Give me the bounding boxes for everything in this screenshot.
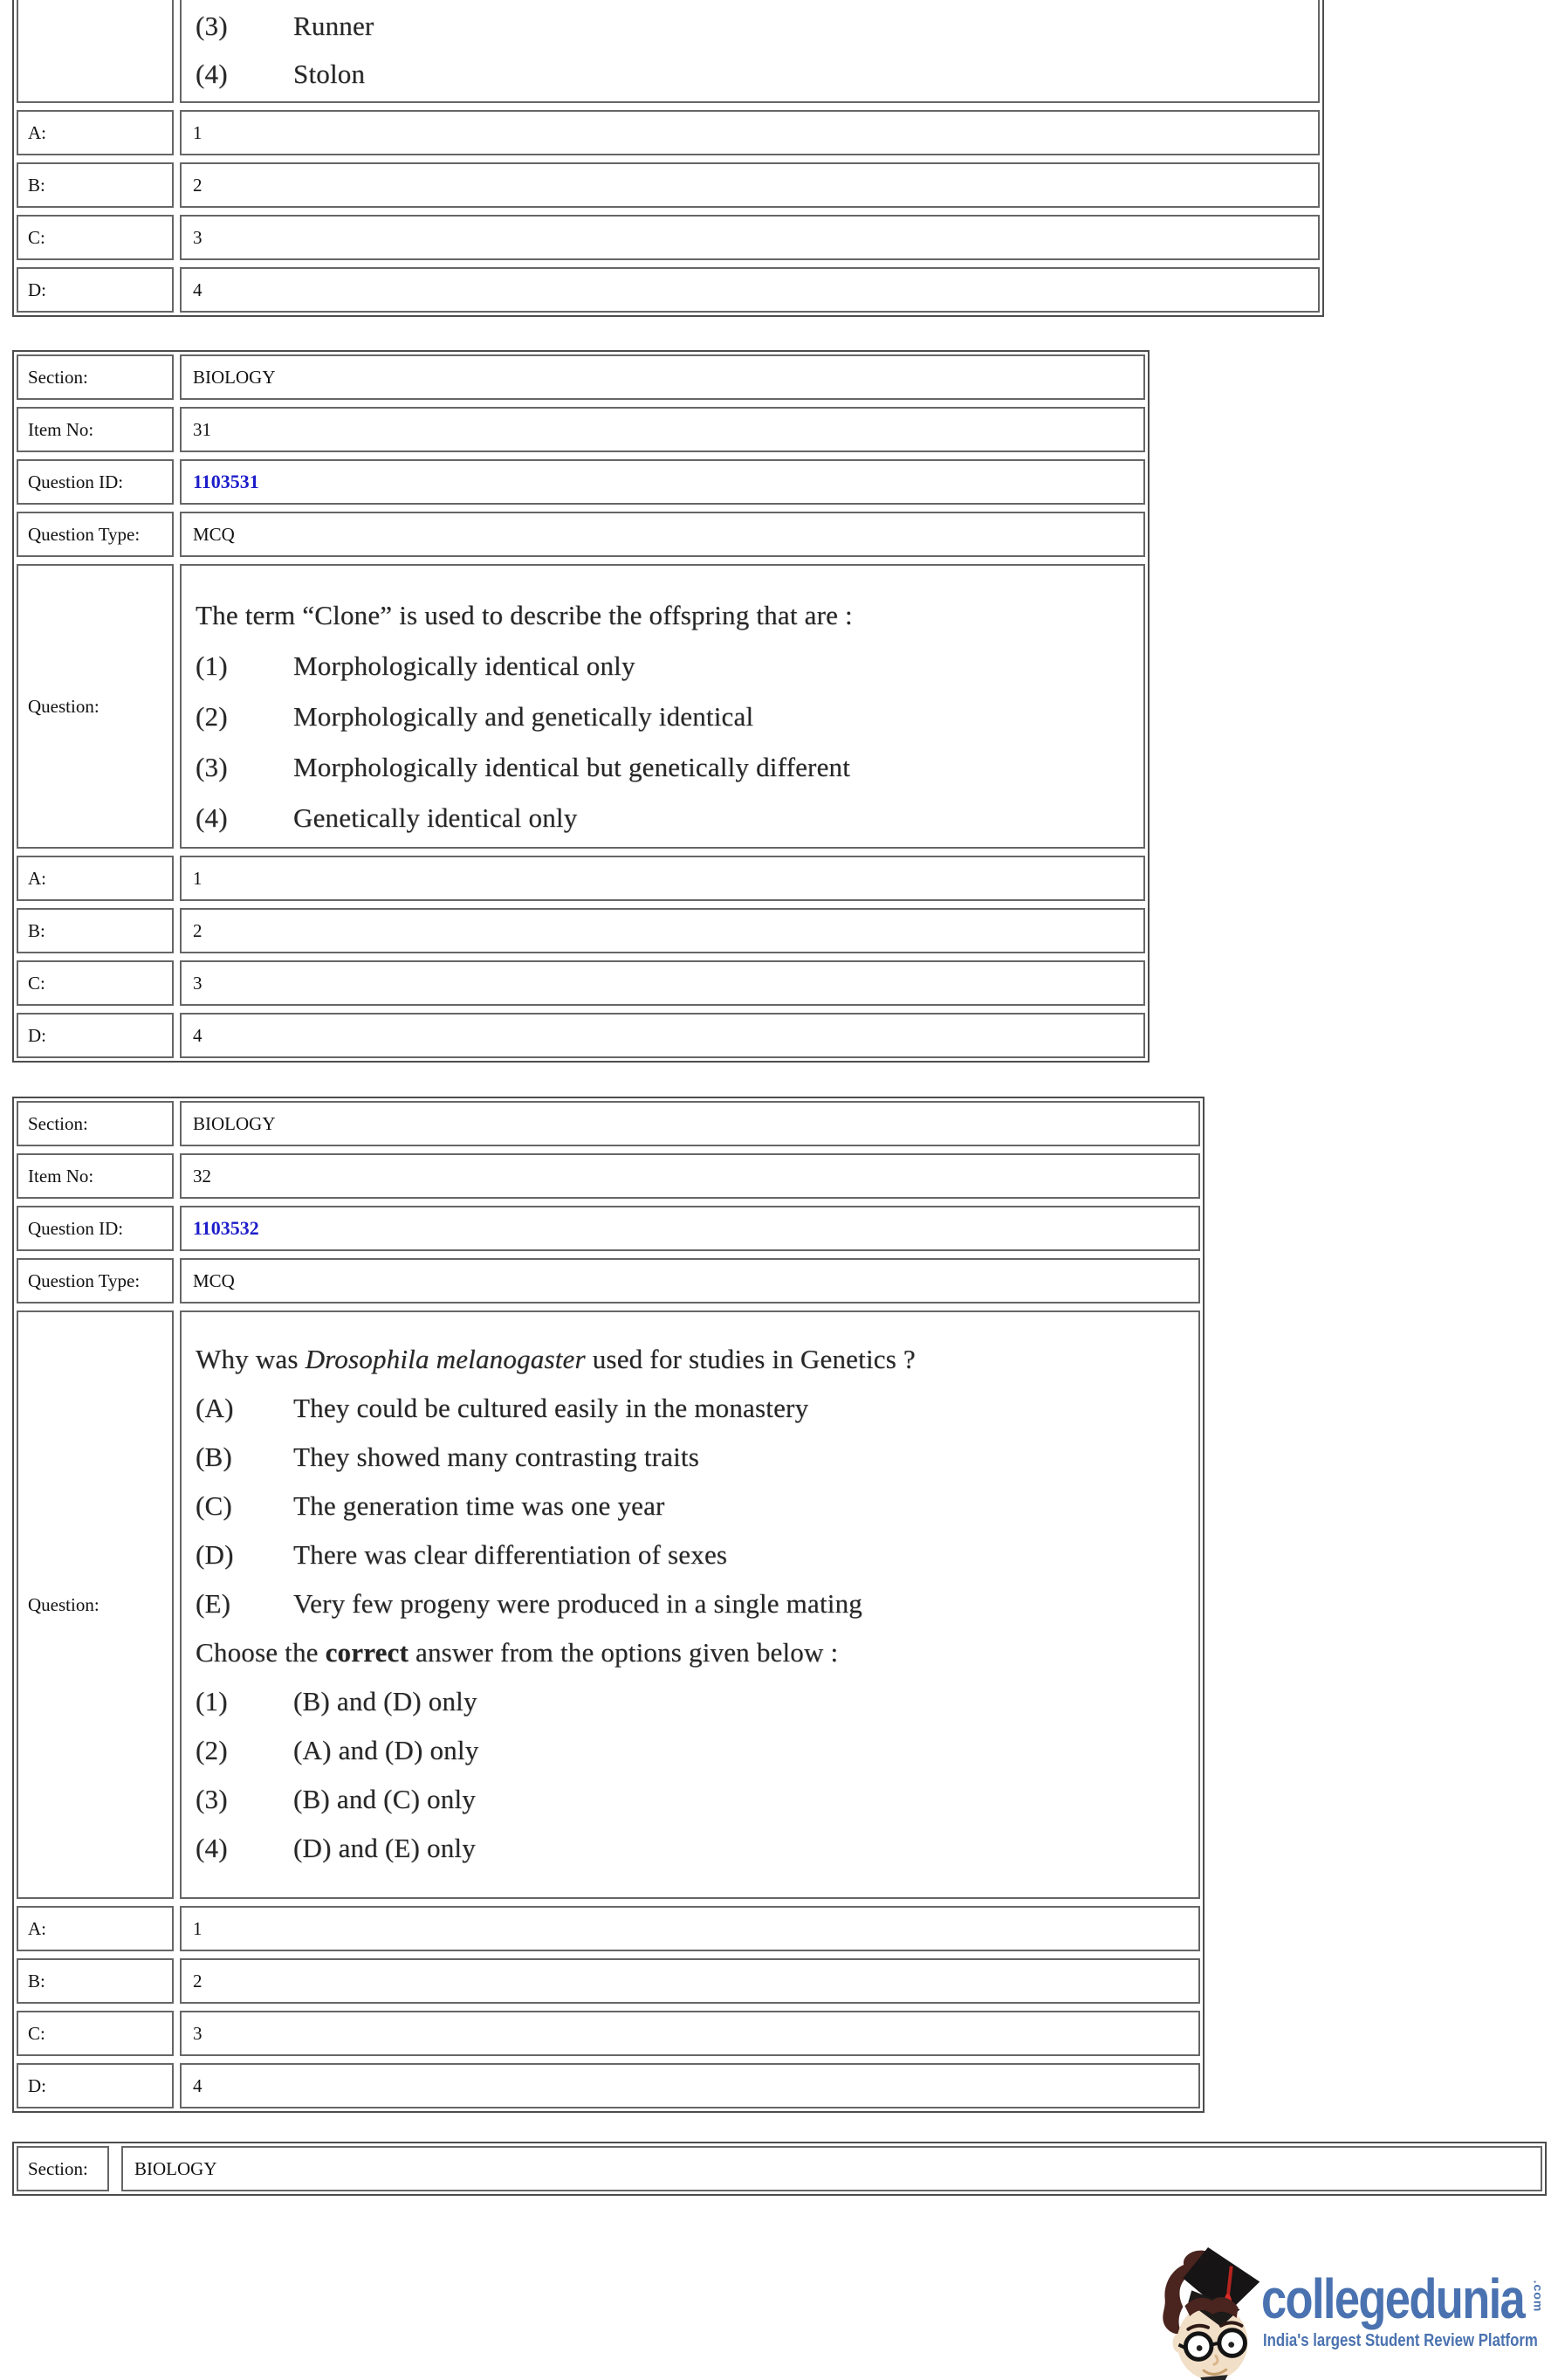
option-row [196, 691, 1128, 742]
answer-a-value: 1 [180, 110, 1320, 155]
answer-b-row [17, 162, 1320, 208]
option-number: (1) [196, 650, 228, 681]
statement-row [196, 1433, 1183, 1482]
question-scan-image [180, 0, 1320, 103]
option-number: (1) [196, 1686, 228, 1716]
answer-b-label: B: [17, 1958, 174, 2004]
question-type-row [17, 512, 1145, 557]
section-row [17, 354, 1145, 400]
option-row [196, 793, 1128, 843]
question-id-row [17, 1206, 1200, 1251]
answer-a-value: 1 [180, 1906, 1200, 1951]
answer-a-label: A: [17, 1906, 174, 1951]
option-row [196, 641, 1128, 691]
option-number: (4) [196, 1833, 228, 1863]
brand-tagline: India's largest Student Review Platform [1263, 2331, 1538, 2350]
option-text: Runner [293, 10, 374, 41]
statement-text: They could be cultured easily in the monastery [293, 1393, 809, 1423]
answer-d-row [17, 2063, 1200, 2108]
item-no-label: Item No: [17, 407, 174, 452]
statement-letter: (D) [196, 1539, 234, 1570]
answer-c-label: C: [17, 2011, 174, 2056]
answer-d-label: D: [17, 267, 174, 313]
option-text: (A) and (D) only [293, 1735, 479, 1765]
brand-text: collegedunia [1261, 2267, 1525, 2330]
answer-d-value: 4 [180, 2063, 1200, 2108]
correct-bold: correct [325, 1637, 409, 1668]
section-value: BIOLOGY [180, 1101, 1200, 1146]
species-name-italic: Drosophila melanogaster [305, 1344, 586, 1374]
section-label: Section: [17, 1101, 174, 1146]
option-text: Stolon [293, 58, 366, 89]
question-type-label: Question Type: [17, 512, 174, 557]
statement-letter: (A) [196, 1393, 234, 1423]
question-label-empty [17, 0, 174, 103]
answer-c-label: C: [17, 215, 174, 260]
answer-b-value: 2 [180, 908, 1145, 953]
answer-d-row [17, 267, 1320, 313]
option-row [196, 2, 1302, 50]
option-number: (3) [196, 10, 228, 41]
answer-d-label: D: [17, 2063, 174, 2108]
answer-b-label: B: [17, 908, 174, 953]
option-row [196, 50, 1302, 98]
option-number: (3) [196, 1784, 228, 1814]
option-row [196, 1824, 1183, 1873]
answer-c-label: C: [17, 960, 174, 1006]
option-number: (2) [196, 701, 228, 732]
answer-c-value: 3 [180, 2011, 1200, 2056]
option-text: (B) and (C) only [293, 1784, 476, 1814]
question-block-32 [12, 1097, 1205, 2113]
answer-d-row [17, 1013, 1145, 1058]
question-text: The term “Clone” is used to describe the offspring that are : [196, 600, 853, 630]
statement-row [196, 1530, 1183, 1579]
statement-row [196, 1579, 1183, 1628]
question-id-row [17, 459, 1145, 505]
question-type-label: Question Type: [17, 1258, 174, 1303]
option-text: Morphologically identical but genetically different [293, 752, 851, 782]
question-row [17, 0, 1320, 103]
answer-a-label: A: [17, 110, 174, 155]
answer-a-value: 1 [180, 856, 1145, 901]
answer-c-value: 3 [180, 960, 1145, 1006]
option-number: (4) [196, 58, 228, 89]
answer-d-label: D: [17, 1013, 174, 1058]
question-type-row [17, 1258, 1200, 1303]
section-value: BIOLOGY [180, 354, 1145, 400]
question-block-33-partial [12, 2142, 1547, 2196]
statement-text: There was clear differentiation of sexes [293, 1539, 728, 1570]
answer-c-value: 3 [180, 215, 1320, 260]
answer-b-row [17, 1958, 1200, 2004]
question-id-link[interactable]: 1103532 [193, 1217, 259, 1239]
collegedunia-mascot [1156, 2246, 1265, 2380]
option-text: (D) and (E) only [293, 1833, 476, 1863]
answer-d-value: 4 [180, 267, 1320, 313]
answer-b-label: B: [17, 162, 174, 208]
answer-c-row [17, 960, 1145, 1006]
answer-b-row [17, 908, 1145, 953]
item-no-value: 32 [180, 1153, 1200, 1199]
question-type-value: MCQ [180, 512, 1145, 557]
answer-c-row [17, 215, 1320, 260]
statement-letter: (E) [196, 1588, 231, 1619]
section-row [17, 1101, 1200, 1146]
question-label: Question: [17, 1310, 174, 1899]
answer-a-row [17, 856, 1145, 901]
question-row [17, 1310, 1200, 1899]
answer-a-row [17, 110, 1320, 155]
question-scan-image [180, 564, 1145, 849]
option-row [196, 742, 1128, 793]
section-label: Section: [17, 2146, 109, 2191]
question-id-label: Question ID: [17, 459, 174, 505]
question-type-value: MCQ [180, 1258, 1200, 1303]
item-no-value: 31 [180, 407, 1145, 452]
option-text: Genetically identical only [293, 802, 578, 833]
statement-text: The generation time was one year [293, 1490, 665, 1521]
section-value: BIOLOGY [121, 2146, 1542, 2191]
question-id-label: Question ID: [17, 1206, 174, 1251]
collegedunia-logo [1156, 2244, 1558, 2380]
option-number: (2) [196, 1735, 228, 1765]
option-row [196, 1775, 1183, 1824]
statement-row [196, 1482, 1183, 1530]
item-no-row [17, 407, 1145, 452]
brand-domain: .com [1531, 2280, 1546, 2313]
item-no-label: Item No: [17, 1153, 174, 1199]
answer-c-row [17, 2011, 1200, 2056]
option-text: Morphologically identical only [293, 650, 635, 681]
option-number: (4) [196, 802, 228, 833]
question-scan-image [180, 1310, 1200, 1899]
answer-b-value: 2 [180, 1958, 1200, 2004]
option-number: (3) [196, 752, 228, 782]
question-block-31 [12, 350, 1150, 1063]
answer-d-value: 4 [180, 1013, 1145, 1058]
option-text: Morphologically and genetically identical [293, 701, 754, 732]
choose-instruction: Choose the correct answer from the options given below : [196, 1637, 839, 1668]
option-row [196, 1726, 1183, 1775]
answer-a-row [17, 1906, 1200, 1951]
section-row [17, 2146, 1542, 2191]
option-text: (B) and (D) only [293, 1686, 477, 1716]
question-text: Why was Drosophila melanogaster used for studies in Genetics ? [196, 1344, 916, 1374]
item-no-row [17, 1153, 1200, 1199]
statement-letter: (B) [196, 1441, 232, 1472]
answer-a-label: A: [17, 856, 174, 901]
option-row [196, 1677, 1183, 1726]
section-label: Section: [17, 354, 174, 400]
statement-text: Very few progeny were produced in a single mating [293, 1588, 862, 1619]
statement-text: They showed many contrasting traits [293, 1441, 700, 1472]
question-row [17, 564, 1145, 849]
statement-letter: (C) [196, 1490, 232, 1521]
statement-row [196, 1384, 1183, 1433]
question-block-30-partial [12, 0, 1324, 317]
question-label: Question: [17, 564, 174, 849]
question-id-link[interactable]: 1103531 [193, 471, 259, 492]
answer-b-value: 2 [180, 162, 1320, 208]
